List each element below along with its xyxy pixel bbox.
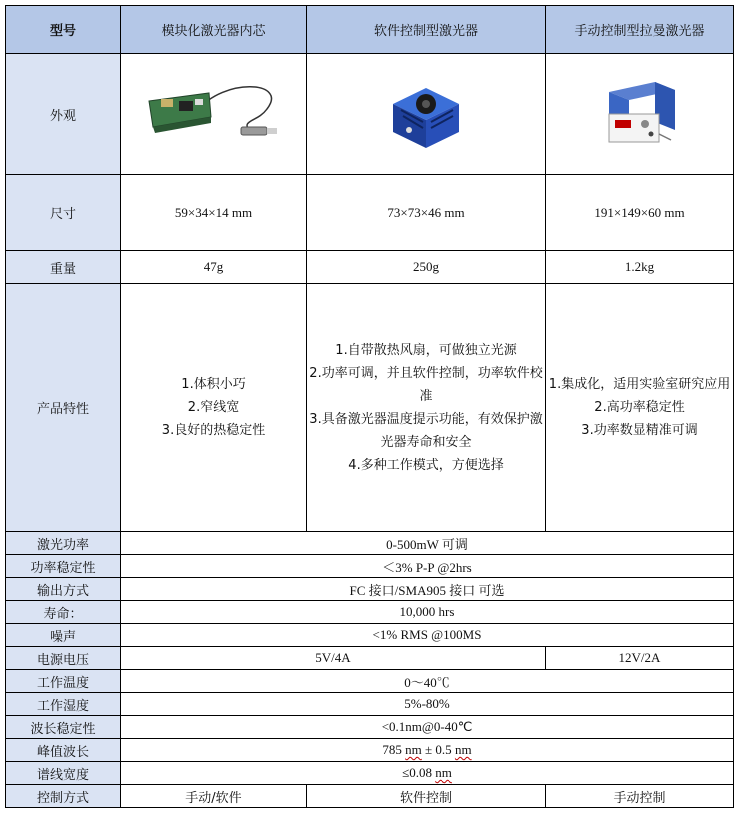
feature-item: 1.自带散热风扇，可做独立光源 <box>335 342 517 358</box>
supply-row <box>6 647 734 670</box>
power-stability-label: 功率稳定性 <box>6 555 121 578</box>
module-core-photo <box>121 54 307 175</box>
laser-power-value: 0-500mW 可调 <box>121 532 734 555</box>
lifetime-label: 寿命： <box>6 601 121 624</box>
peak-wl-value <box>121 739 734 762</box>
supply-value-5v: 5V/4A <box>121 647 546 670</box>
control-label: 控制方式 <box>6 785 121 808</box>
feature-item: 光器寿命和安全 <box>380 434 472 450</box>
op-humidity-value: 5%-80% <box>121 693 734 716</box>
weight-module-core: 47g <box>121 251 307 284</box>
weight-software-laser: 250g <box>307 251 546 284</box>
weight-raman-laser: 1.2kg <box>546 251 734 284</box>
linewidth-unit: nm <box>435 765 452 780</box>
control-software-laser: 软件控制 <box>307 785 546 808</box>
feature-item: 3.具备激光器温度提示功能，有效保护激 <box>309 411 543 427</box>
laser-power-label: 激光功率 <box>6 532 121 555</box>
appearance-row <box>6 54 734 175</box>
supply-value-12v: 12V/2A <box>546 647 734 670</box>
wl-stability-label: 波长稳定性 <box>6 716 121 739</box>
peak-wl-row <box>6 739 734 762</box>
feature-item: 2.窄线宽 <box>187 400 240 415</box>
size-module-core: 59×34×14 mm <box>121 175 307 251</box>
peak-wl-tolerance-unit: nm <box>454 742 472 757</box>
lifetime-value: 10,000 hrs <box>121 601 734 624</box>
output-label: 输出方式 <box>6 578 121 601</box>
header-model: 型号 <box>6 6 121 54</box>
power-stability-row <box>6 555 734 578</box>
output-value: FC 接口/SMA905 接口 可选 <box>121 578 734 601</box>
power-stability-value: ＜3% P-P @2hrs <box>121 555 734 578</box>
noise-label: 噪声 <box>6 624 121 647</box>
linewidth-number: ≤0.08 <box>402 765 436 780</box>
op-temp-label: 工作温度 <box>6 670 121 693</box>
features-raman-laser <box>546 284 734 532</box>
op-temp-row <box>6 670 734 693</box>
size-raman-laser: 191×149×60 mm <box>546 175 734 251</box>
op-humidity-label: 工作湿度 <box>6 693 121 716</box>
control-module-core: 手动/软件 <box>121 785 307 808</box>
feature-item: 4.多种工作模式，方便选择 <box>348 457 504 473</box>
peak-wl-number: 785 <box>382 742 406 757</box>
wl-stability-value: <0.1nm@0-40℃ <box>121 716 734 739</box>
feature-item: 3.良好的热稳定性 <box>161 423 266 438</box>
feature-item: 2.功率可调，并且软件控制，功率软件校准 <box>309 365 543 404</box>
peak-wl-label: 峰值波长 <box>6 739 121 762</box>
weight-label: 重量 <box>6 251 121 284</box>
features-module-core <box>121 284 307 532</box>
size-row <box>6 175 734 251</box>
header-row <box>6 6 734 54</box>
feature-item: 1.体积小巧 <box>181 377 246 392</box>
noise-row <box>6 624 734 647</box>
linewidth-value <box>121 762 734 785</box>
appearance-label: 外观 <box>6 54 121 175</box>
header-module-core: 模块化激光器内芯 <box>121 6 307 54</box>
supply-label: 电源电压 <box>6 647 121 670</box>
output-row <box>6 578 734 601</box>
spec-table <box>5 5 734 808</box>
feature-item: 2.高功率稳定性 <box>594 400 685 415</box>
feature-item: 1.集成化，适用实验室研究应用 <box>548 377 731 392</box>
raman-laser-photo <box>546 54 734 175</box>
noise-value: <1% RMS @100MS <box>121 624 734 647</box>
peak-wl-unit: nm <box>405 742 422 757</box>
peak-wl-tolerance: ± 0.5 <box>421 742 455 757</box>
software-laser-photo <box>307 54 546 175</box>
weight-row <box>6 251 734 284</box>
features-label: 产品特性 <box>6 284 121 532</box>
features-software-laser <box>307 284 546 532</box>
feature-item: 3.功率数显精准可调 <box>581 423 698 438</box>
lifetime-row <box>6 601 734 624</box>
linewidth-label: 谱线宽度 <box>6 762 121 785</box>
control-row <box>6 785 734 808</box>
op-humidity-row <box>6 693 734 716</box>
wl-stability-row <box>6 716 734 739</box>
size-label: 尺寸 <box>6 175 121 251</box>
control-raman-laser: 手动控制 <box>546 785 734 808</box>
features-row <box>6 284 734 532</box>
op-temp-value: 0～40℃ <box>121 670 734 693</box>
linewidth-row <box>6 762 734 785</box>
header-manual-raman-laser: 手动控制型拉曼激光器 <box>546 6 734 54</box>
size-software-laser: 73×73×46 mm <box>307 175 546 251</box>
header-software-laser: 软件控制型激光器 <box>307 6 546 54</box>
laser-power-row <box>6 532 734 555</box>
